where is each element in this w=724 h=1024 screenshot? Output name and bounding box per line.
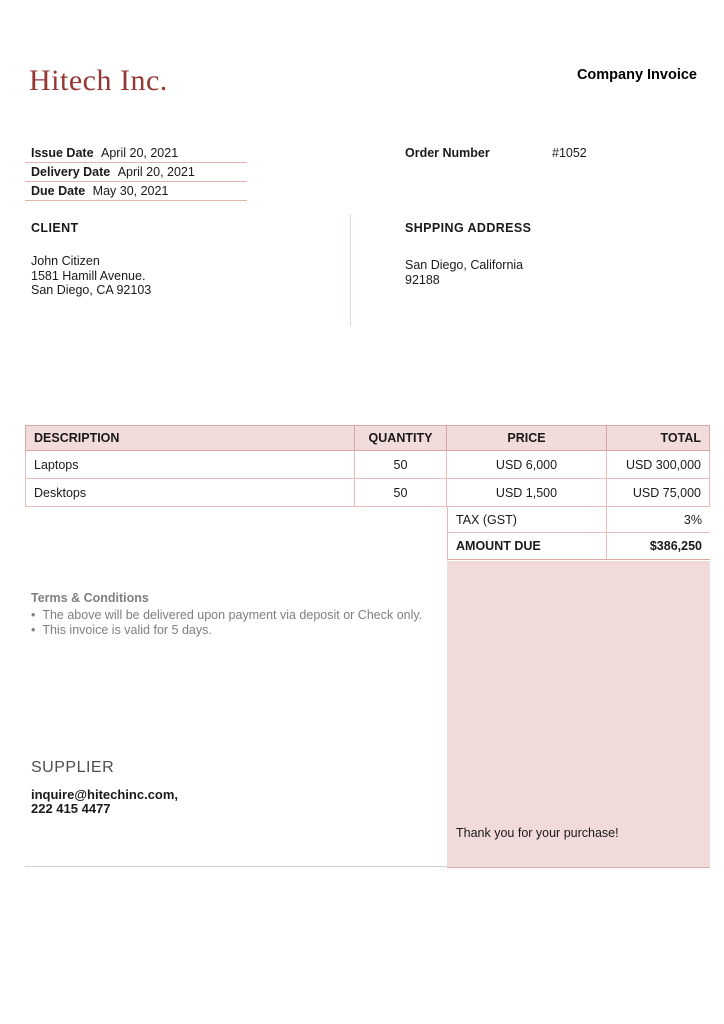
amount-due-label: AMOUNT DUE (448, 533, 607, 559)
due-date-row (25, 182, 247, 201)
header-quantity: QUANTITY (355, 426, 447, 450)
item-quantity: 50 (355, 479, 447, 506)
supplier-heading: SUPPLIER (31, 759, 115, 776)
client-address (31, 254, 151, 298)
due-date-value: May 30, 2021 (92, 184, 169, 198)
shipping-line1: San Diego, California (405, 258, 524, 272)
issue-date-row (25, 144, 247, 163)
document-title: Company Invoice (576, 67, 697, 83)
bottom-divider (25, 866, 447, 867)
delivery-date-value: April 20, 2021 (117, 165, 195, 179)
terms-item: • This invoice is valid for 5 days. (31, 623, 422, 638)
thank-you-message: Thank you for your purchase! (456, 826, 619, 840)
shipping-address (405, 258, 523, 287)
delivery-date-row (25, 163, 247, 182)
highlight-panel (447, 561, 710, 868)
header-total: TOTAL (607, 426, 710, 450)
due-date-label: Due Date (31, 184, 86, 198)
terms-heading: Terms & Conditions (31, 591, 149, 605)
item-total: USD 75,000 (607, 479, 710, 506)
issue-date-value: April 20, 2021 (101, 146, 179, 160)
amount-due-value: $386,250 (649, 539, 702, 553)
delivery-date-label: Delivery Date (31, 165, 111, 179)
shipping-heading: SHPPING ADDRESS (405, 221, 532, 235)
item-description: Desktops (25, 479, 355, 506)
supplier-phone: 222 415 4477 (31, 801, 111, 816)
totals-table (447, 507, 710, 560)
terms-item: • The above will be delivered upon payment via deposit or Check only. (31, 608, 422, 623)
tax-label: TAX (GST) (448, 507, 607, 532)
terms-and-conditions (31, 591, 422, 637)
order-number-label: Order Number (405, 146, 490, 160)
items-table (25, 425, 710, 507)
item-quantity: 50 (355, 451, 447, 478)
item-price: USD 6,000 (447, 451, 607, 478)
table-row (25, 479, 710, 507)
header-description: DESCRIPTION (25, 426, 355, 450)
item-total: USD 300,000 (607, 451, 710, 478)
client-address-line2: San Diego, CA 92103 (31, 283, 152, 297)
invoice-dates (25, 144, 247, 201)
client-name: John Citizen (31, 254, 100, 268)
issue-date-label: Issue Date (31, 146, 94, 160)
table-row (25, 451, 710, 479)
tax-value: 3% (683, 512, 702, 527)
company-logo: Hitech Inc. (29, 64, 168, 97)
shipping-line2: 92188 (405, 272, 440, 287)
header-price: PRICE (447, 426, 607, 450)
vertical-divider (350, 214, 351, 326)
item-description: Laptops (25, 451, 355, 478)
item-price: USD 1,500 (447, 479, 607, 506)
terms-list (31, 608, 422, 637)
client-heading: CLIENT (31, 221, 79, 235)
tax-row (447, 507, 710, 533)
client-address-line1: 1581 Hamill Avenue. (31, 268, 146, 283)
items-table-header (25, 425, 710, 451)
order-number-value: #1052 (552, 146, 587, 160)
amount-due-row (447, 533, 710, 560)
supplier-email: inquire@hitechinc.com, (31, 787, 179, 802)
